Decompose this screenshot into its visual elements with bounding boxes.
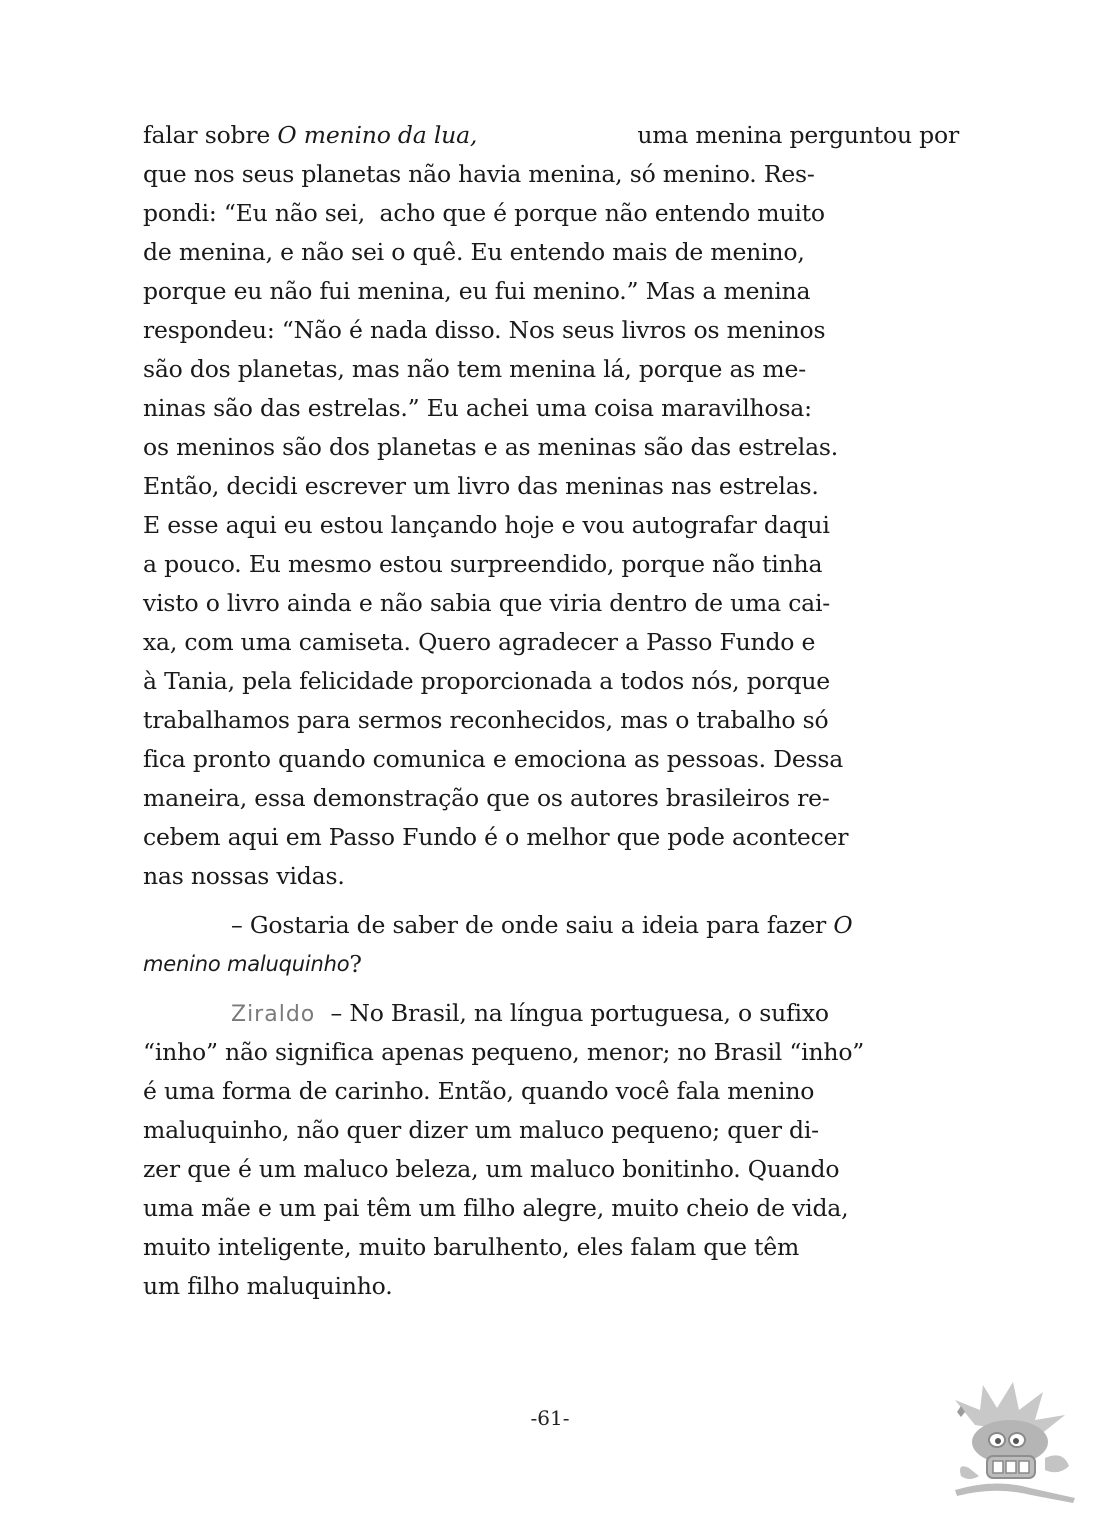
question-text: – Gostaria de saber de onde saiu a ideia para fazer	[231, 911, 834, 939]
text-line: são dos planetas, mas não tem menina lá, porque as me-	[143, 355, 806, 383]
answer-line	[143, 994, 959, 1033]
menino-maluquinho-mascot-icon	[935, 1380, 1085, 1505]
text-line: E esse aqui eu estou lançando hoje e vou autografar daqui	[143, 511, 830, 539]
text-line: pondi: “Eu não sei, acho que é porque não entendo muito	[143, 199, 825, 227]
text-line: visto o livro ainda e não sabia que viria dentro de uma cai-	[143, 589, 831, 617]
text-line: maneira, essa demonstração que os autores brasileiros re-	[143, 784, 830, 812]
text-fragment: uma menina perguntou por	[630, 121, 959, 149]
text-line: ninas são das estrelas.” Eu achei uma coisa maravilhosa:	[143, 394, 812, 422]
text-line: fica pronto quando comunica e emociona as pessoas. Dessa	[143, 745, 844, 773]
text-line: é uma forma de carinho. Então, quando você fala menino	[143, 1077, 815, 1105]
question-mark: ?	[349, 950, 362, 978]
question-title-end: menino maluquinho	[143, 952, 350, 976]
text-line: a pouco. Eu mesmo estou surpreendido, porque não tinha	[143, 550, 823, 578]
text-line: trabalhamos para sermos reconhecidos, mas o trabalho só	[143, 706, 829, 734]
text-line: cebem aqui em Passo Fundo é o melhor que pode acontecer	[143, 823, 849, 851]
text-line: de menina, e não sei o quê. Eu entendo mais de menino,	[143, 238, 805, 266]
text-line: à Tania, pela felicidade proporcionada a todos nós, porque	[143, 667, 831, 695]
text-line: uma mãe e um pai têm um filho alegre, muito cheio de vida,	[143, 1194, 849, 1222]
question-line	[143, 945, 959, 984]
question-title-start: O	[833, 911, 853, 939]
text-line: Então, decidi escrever um livro das meninas nas estrelas.	[143, 472, 819, 500]
text-line: “inho” não significa apenas pequeno, menor; no Brasil “inho”	[143, 1038, 865, 1066]
text-line	[143, 116, 959, 155]
question-line	[143, 906, 959, 945]
text-line: os meninos são dos planetas e as meninas são das estrelas.	[143, 433, 839, 461]
text-line: maluquinho, não quer dizer um maluco pequeno; quer di-	[143, 1116, 819, 1144]
text-fragment: falar sobre	[143, 121, 278, 149]
text-line: um filho maluquinho.	[143, 1272, 393, 1300]
page-number: -61-	[530, 1406, 570, 1430]
text-line: que nos seus planetas não havia menina, só menino. Res-	[143, 160, 815, 188]
speaker-label: Ziraldo	[231, 1002, 316, 1027]
body-text	[143, 116, 959, 1306]
answer-text: – No Brasil, na língua portuguesa, o sufixo	[323, 999, 829, 1027]
text-line: muito inteligente, muito barulhento, eles falam que têm	[143, 1233, 800, 1261]
text-line: zer que é um maluco beleza, um maluco bonitinho. Quando	[143, 1155, 840, 1183]
book-title-italic: O menino da lua,	[277, 121, 478, 149]
text-line: respondeu: “Não é nada disso. Nos seus livros os meninos	[143, 316, 826, 344]
text-line: porque eu não fui menina, eu fui menino.” Mas a menina	[143, 277, 811, 305]
text-line: nas nossas vidas.	[143, 862, 345, 890]
text-line: xa, com uma camiseta. Quero agradecer a Passo Fundo e	[143, 628, 816, 656]
